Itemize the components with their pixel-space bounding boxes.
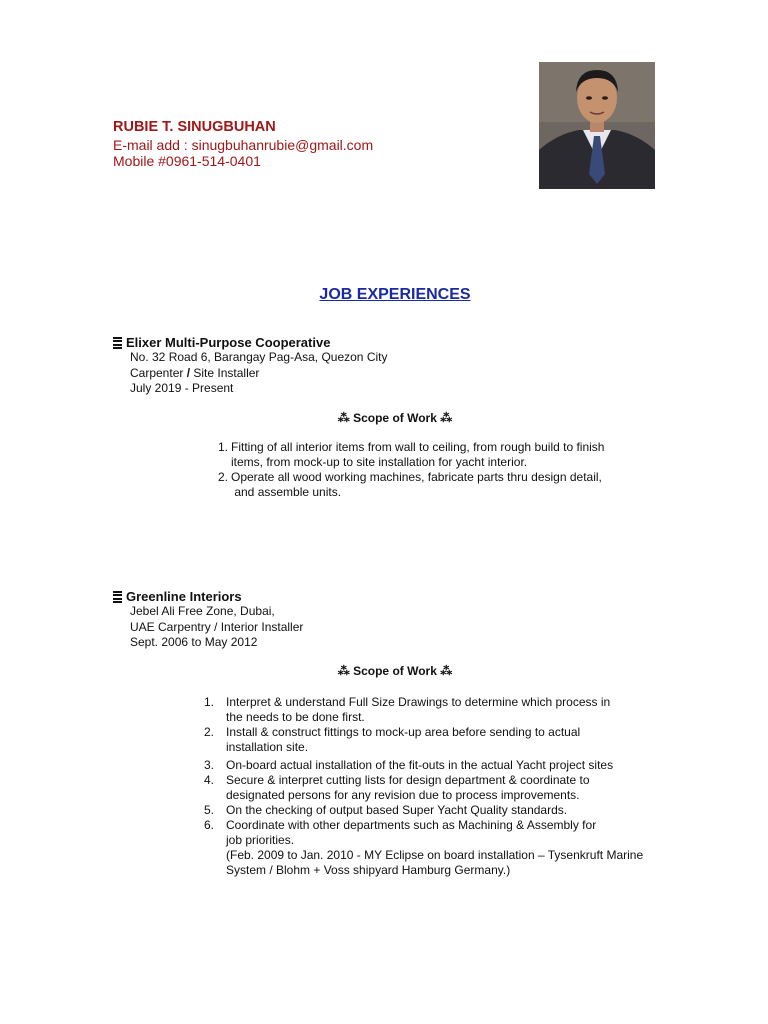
- task-line: Secure & interpret cutting lists for design department & coordinate to: [226, 773, 590, 787]
- employer-name: Greenline Interiors: [126, 589, 242, 604]
- task-item: [200, 695, 643, 725]
- bullet-icon: [113, 337, 122, 349]
- task-line: Operate all wood working machines, fabricate parts thru design detail,: [231, 470, 602, 484]
- task-line: On the checking of output based Super Yacht Quality standards.: [226, 803, 568, 817]
- task-number: 4.: [203, 773, 214, 787]
- section-title: JOB EXPERIENCES: [319, 286, 471, 303]
- profile-photo: [539, 62, 655, 189]
- task-line: items, from mock-up to site installation for yacht interior.: [231, 455, 528, 469]
- email-line: E-mail add : sinugbuhanrubie@gmail.com: [113, 136, 374, 153]
- task-item: [200, 818, 643, 878]
- scope-heading-text: Scope of Work: [353, 411, 437, 425]
- task-line: installation site.: [226, 740, 309, 754]
- employer-heading: [113, 589, 303, 604]
- job-role-part: Site Installer: [190, 365, 260, 380]
- employer-name: Elixer Multi-Purpose Cooperative: [126, 335, 331, 350]
- employer-address: Jebel Ali Free Zone, Dubai,: [130, 604, 275, 619]
- task-number: 1.: [203, 695, 214, 709]
- task-line: Coordinate with other departments such as Machining & Assembly for: [226, 818, 597, 832]
- job-dates: Sept. 2006 to May 2012: [130, 634, 258, 649]
- task-item: [200, 803, 643, 818]
- task-item: [216, 440, 604, 470]
- task-line: Install & construct fittings to mock-up area before sending to actual: [226, 725, 581, 739]
- task-line: the needs to be done first.: [226, 710, 365, 724]
- task-line: designated persons for any revision due to process improvements.: [226, 788, 580, 802]
- task-list: [200, 695, 643, 878]
- scope-ornament-icon: ⁂: [337, 411, 354, 425]
- task-line: and assemble units.: [231, 485, 342, 499]
- contact-block: [113, 119, 373, 170]
- job-role-separator: /: [186, 365, 191, 380]
- task-line: Fitting of all interior items from wall to ceiling, from rough build to finish: [231, 440, 605, 454]
- scope-ornament-icon: ⁂: [436, 411, 453, 425]
- scope-heading: [0, 664, 768, 678]
- job-role: [113, 366, 387, 381]
- job-entry: [113, 589, 303, 650]
- scope-ornament-icon: ⁂: [337, 664, 354, 678]
- task-item: [200, 758, 643, 773]
- task-number: 5.: [203, 803, 214, 817]
- job-role: UAE Carpentry / Interior Installer: [130, 619, 304, 634]
- task-item: [200, 773, 643, 803]
- scope-heading-text: Scope of Work: [353, 664, 437, 678]
- task-number: 3.: [203, 758, 214, 772]
- job-entry: [113, 335, 387, 396]
- scope-ornament-icon: ⁂: [436, 664, 453, 678]
- task-line: On-board actual installation of the fit-outs in the actual Yacht project sites: [226, 758, 614, 772]
- task-item: [216, 470, 604, 500]
- task-line: Interpret & understand Full Size Drawings to determine which process in: [226, 695, 611, 709]
- applicant-name: RUBIE T. SINUGBUHAN: [113, 119, 276, 135]
- task-number: 1.: [217, 440, 228, 454]
- task-line: (Feb. 2009 to Jan. 2010 - MY Eclipse on board installation – Tysenkruft Marine: [226, 848, 644, 862]
- task-number: 2.: [203, 725, 214, 739]
- mobile-line: Mobile #0961-514-0401: [113, 153, 261, 169]
- job-dates: July 2019 - Present: [130, 380, 234, 395]
- employer-heading: [113, 335, 387, 350]
- task-line: System / Blohm + Voss shipyard Hamburg Germany.): [226, 863, 511, 877]
- profile-photo-drawing: [539, 62, 655, 189]
- task-number: 6.: [203, 818, 214, 832]
- job-role-part: Carpenter: [130, 365, 187, 380]
- task-item: [200, 725, 643, 755]
- scope-heading: [0, 411, 768, 425]
- employer-address: No. 32 Road 6, Barangay Pag-Asa, Quezon City: [130, 350, 388, 365]
- task-list: [216, 440, 604, 500]
- task-line: job priorities.: [226, 833, 295, 847]
- task-number: 2.: [217, 470, 228, 484]
- bullet-icon: [113, 591, 122, 603]
